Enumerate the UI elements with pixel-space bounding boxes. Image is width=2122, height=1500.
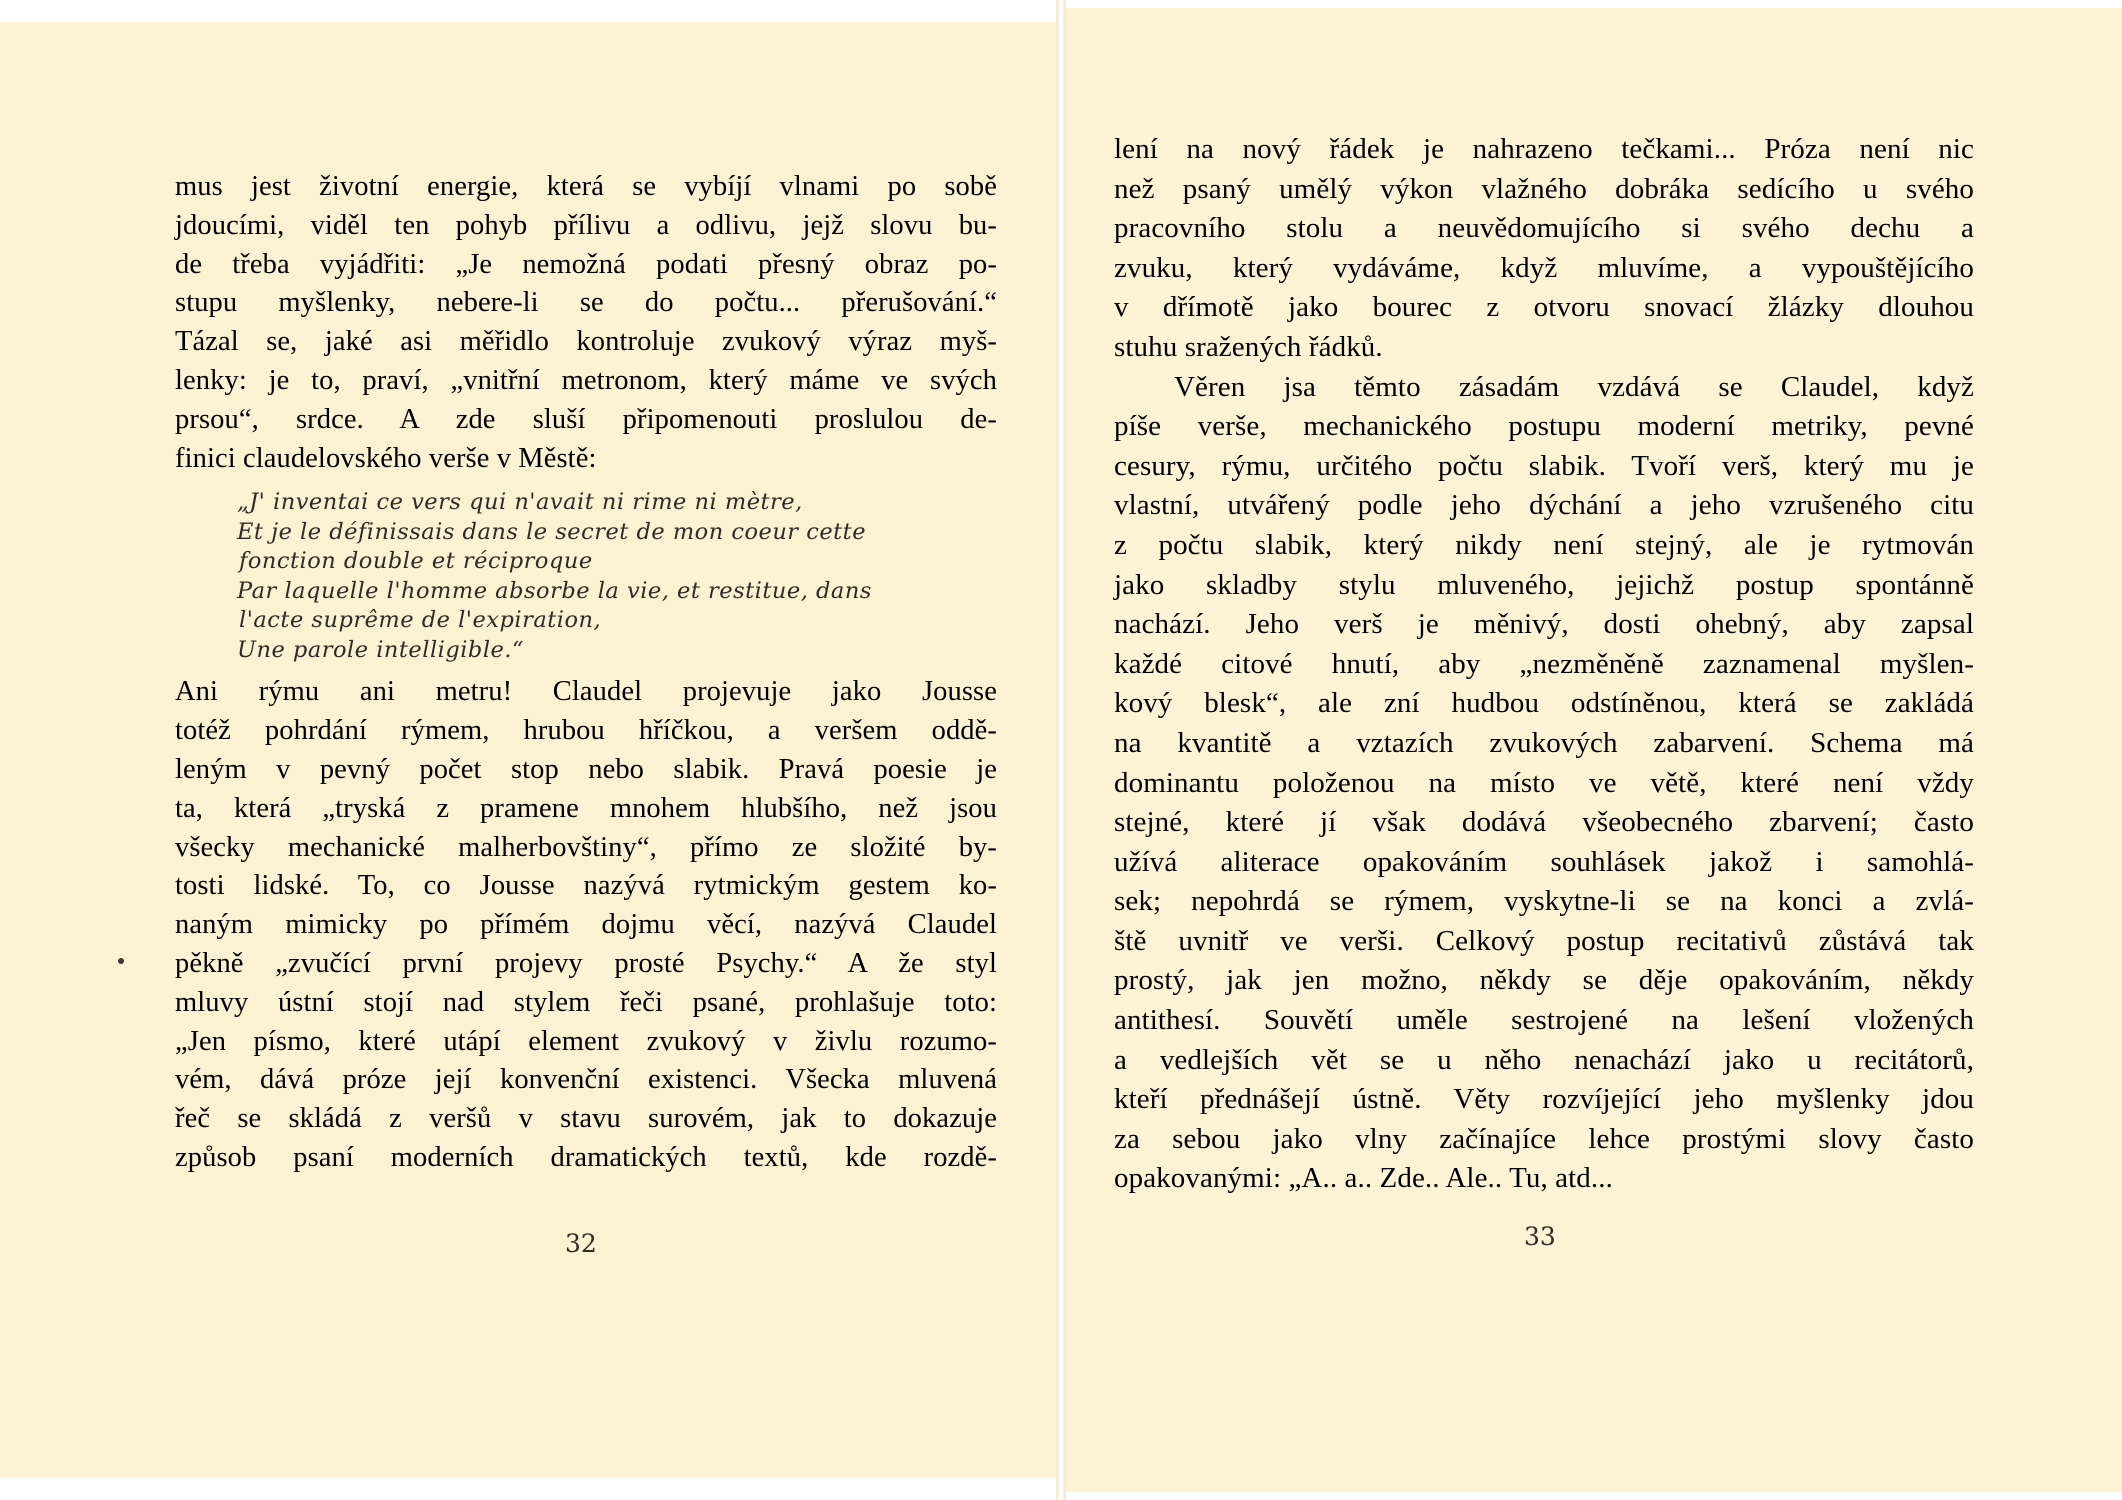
poem-line: Par laquelle l'homme absorbe la vie, et restitue, dans (237, 577, 872, 604)
text-line: jako skladby stylu mluveného, jejichž postup spontánně (1114, 568, 1974, 601)
text-line: de třeba vyjádřiti: „Je nemožná podati přesný obraz po- (175, 248, 997, 280)
text-line: kový blesk“, ale zní hudbou odstíněnou, která se zakládá (1114, 687, 1974, 720)
text-line: z počtu slabik, který nikdy není stejný, ale je rytmován (1114, 528, 1974, 561)
text-line: vém, dává próze její konvenční existenci. Všecka mluvená (175, 1064, 997, 1096)
text-line: než psaný umělý výkon vlažného dobráka sedícího u svého (1114, 172, 1974, 205)
text-line: nachází. Jeho verš je měnivý, dosti ohebný, aby zapsal (1114, 608, 1974, 641)
text-line: ta, která „tryská z pramene mnohem hlubšího, než jsou (175, 792, 997, 824)
text-line: totéž pohrdání rýmem, hrubou hříčkou, a veršem oddě- (175, 715, 997, 747)
quoted-poem (175, 488, 997, 665)
text-line: Věren jsa těmto zásadám vzdává se Claudel, když (1174, 370, 1974, 403)
page-number-left: 32 (565, 1229, 597, 1258)
poem-line: Une parole intelligible.“ (237, 636, 525, 663)
text-line: zvuku, který vydáváme, když mluvíme, a vypouštějícího (1114, 251, 1974, 284)
text-line: prsou“, srdce. A zde sluší připomenouti proslulou de- (175, 403, 997, 435)
text-line: řeč se skládá z veršů v stavu surovém, jak to dokazuje (175, 1103, 997, 1135)
text-line: ště uvnitř ve verši. Celkový postup recitativů zůstává tak (1114, 924, 1974, 957)
text-line: sek; nepohrdá se rýmem, vyskytne-li se na konci a zvlá- (1114, 885, 1974, 918)
margin-mark (118, 958, 124, 964)
poem-line: „J' inventai ce vers qui n'avait ni rime ni mètre, (237, 489, 803, 516)
text-line: způsob psaní moderních dramatických textů, kde rozdě- (175, 1141, 997, 1173)
left-paragraph-after-poem (175, 673, 997, 1177)
poem-line: Et je le définissais dans le secret de mon coeur cette (237, 518, 867, 545)
text-line: mus jest životní energie, která se vybíjí vlnami po sobě (175, 171, 997, 202)
text-line: stejné, které jí však dodává všeobecného zbarvení; často (1114, 806, 1974, 839)
text-line: Ani rýmu ani metru! Claudel projevuje jako Jousse (175, 676, 997, 708)
text-line: každé citové hnutí, aby „nezměněně zaznamenal myšlen- (1114, 647, 1974, 680)
text-line: na kvantitě a vztazích zvukových zabarvení. Schema má (1114, 726, 1974, 759)
text-line: pěkně „zvučící první projevy prosté Psychy.“ A že styl (175, 947, 997, 979)
poem-line: fonction double et réciproque (239, 548, 593, 575)
left-paragraph-before-poem (175, 168, 997, 478)
text-line: „Jen písmo, které utápí element zvukový v živlu rozumo- (175, 1025, 997, 1057)
text-line: vlastní, utvářený podle jeho dýchání a jeho vzrušeného citu (1114, 489, 1974, 522)
text-line: a vedlejších vět se u něho nenachází jako u recitátorů, (1114, 1043, 1974, 1076)
text-line: dominantu položenou na místo ve větě, které není vždy (1114, 766, 1974, 799)
text-line: finici claudelovského verše v Městě: (175, 442, 597, 474)
text-line: Tázal se, jaké asi měřidlo kontroluje zvukový výraz myš- (175, 326, 997, 358)
text-line: lení na nový řádek je nahrazeno tečkami... Próza není nic (1114, 133, 1974, 165)
text-line: stuhu sražených řádků. (1114, 330, 1383, 363)
text-line: leným v pevný počet stop nebo slabik. Pravá poesie je (175, 753, 997, 785)
text-line: cesury, rýmu, určitého počtu slabik. Tvoří verš, který mu je (1114, 449, 1974, 482)
right-page-text (1114, 130, 1974, 1199)
text-line: v dřímotě jako bourec z otvoru snovací žlázky dlouhou (1114, 291, 1974, 324)
text-line: užívá aliterace opakováním souhlásek jakož i samohlá- (1114, 845, 1974, 878)
text-line: mluvy ústní stojí nad stylem řeči psané, prohlašuje toto: (175, 986, 997, 1018)
book-gutter (1056, 0, 1066, 1500)
text-line: naným mimicky po přímém dojmu věcí, nazývá Claudel (175, 909, 997, 941)
page-number-right: 33 (1524, 1222, 1556, 1251)
text-line: lenky: je to, praví, „vnitřní metronom, který máme ve svých (175, 364, 997, 396)
text-line: všecky mechanické malherbovštiny“, přímo ze složité by- (175, 831, 997, 863)
text-line: antithesí. Souvětí uměle sestrojené na lešení vložených (1114, 1004, 1974, 1037)
text-line: pracovního stolu a neuvědomujícího si svého dechu a (1114, 212, 1974, 245)
text-line: stupu myšlenky, nebere-li se do počtu... přerušování.“ (175, 287, 997, 319)
text-line: tosti lidské. To, co Jousse nazývá rytmickým gestem ko- (175, 870, 997, 902)
text-line: za sebou jako vlny začínajíce lehce prostými slovy často (1114, 1122, 1974, 1155)
text-line: opakovanými: „A.. a.. Zde.. Ale.. Tu, atd... (1114, 1162, 1613, 1195)
text-line: kteří přednášejí ústně. Věty rozvíjející jeho myšlenky jdou (1114, 1083, 1974, 1116)
text-line: prostý, jak jen možno, někdy se děje opakováním, někdy (1114, 964, 1974, 997)
text-line: jdoucími, viděl ten pohyb přílivu a odlivu, jejž slovu bu- (175, 209, 997, 241)
text-line: píše verše, mechanického postupu moderní metriky, pevné (1114, 410, 1974, 443)
poem-line: l'acte suprême de l'expiration, (239, 607, 602, 634)
left-page-text (175, 168, 997, 1178)
